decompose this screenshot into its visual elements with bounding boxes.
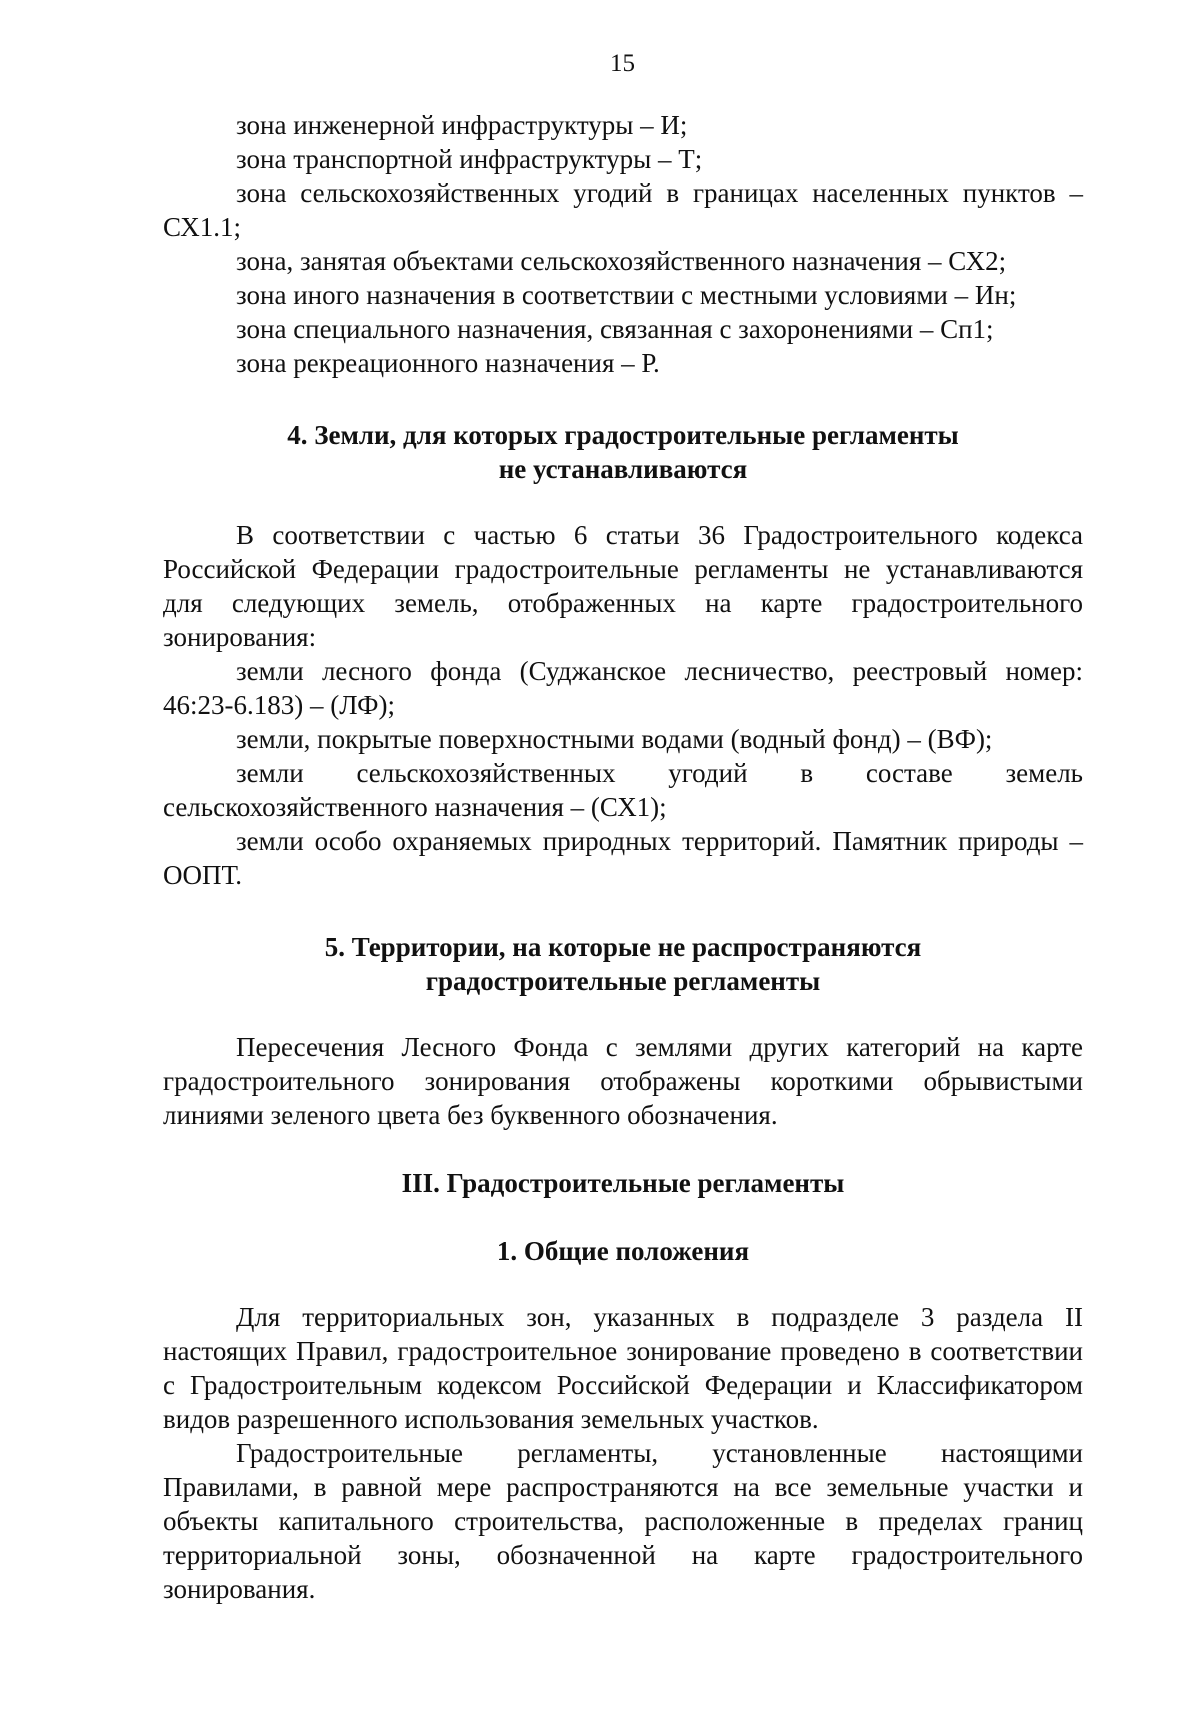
section-4-paragraph: земли сельскохозяйственных угодий в составе земель сельскохозяйственного назначения – (СХ1); xyxy=(163,758,1083,822)
section-4-paragraph: земли лесного фонда (Суджанское лесничество, реестровый номер: 46:23-6.183) – (ЛФ); xyxy=(163,656,1083,720)
section-5 xyxy=(163,930,1083,1132)
subsection-1-paragraph: Градостроительные регламенты, установленные настоящими Правилами, в равной мере распространяются на все земельные участки и объекты капитального строительства, расположенные в пределах границ территориальной зоны, обозначенной на карте градостроительного зонирования. xyxy=(163,1438,1083,1604)
section-4-body xyxy=(163,518,1083,892)
part-3-heading: III. Градостроительные регламенты xyxy=(401,1168,845,1198)
subsection-1-body xyxy=(163,1300,1083,1606)
zone-list-item: зона транспортной инфраструктуры – Т; xyxy=(236,144,703,174)
section-4-paragraph: В соответствии с частью 6 статьи 36 Градостроительного кодекса Российской Федерации градостроительные регламенты не устанавливаются для следующих земель, отображенных на карте градостроительного зонирования: xyxy=(163,520,1083,652)
section-4-paragraph: земли особо охраняемых природных территорий. Памятник природы – ООПТ. xyxy=(163,826,1083,890)
section-5-heading-line-2: градостроительные регламенты xyxy=(425,966,821,996)
zone-list-item: зона рекреационного назначения – Р. xyxy=(236,348,660,378)
section-4-paragraph: земли, покрытые поверхностными водами (водный фонд) – (ВФ); xyxy=(236,724,993,754)
section-5-heading-line-1: 5. Территории, на которые не распространяются xyxy=(324,932,922,962)
part-3 xyxy=(163,1166,1083,1200)
subsection-1-paragraph: Для территориальных зон, указанных в подразделе 3 раздела II настоящих Правил, градостроительное зонирование проведено в соответствии с Градостроительным кодексом Российской Федерации и Классификатором видов разрешенного использования земельных участков. xyxy=(163,1302,1083,1434)
zone-list-item: зона инженерной инфраструктуры – И; xyxy=(236,110,688,140)
zone-list-item: зона, занятая объектами сельскохозяйственного назначения – СХ2; xyxy=(236,246,1007,276)
subsection-1 xyxy=(163,1234,1083,1606)
page-number: 15 xyxy=(610,50,635,77)
zone-list-item: зона специального назначения, связанная с захоронениями – Сп1; xyxy=(236,314,994,344)
zone-list-item: зона сельскохозяйственных угодий в границах населенных пунктов – СХ1.1; xyxy=(163,178,1083,242)
zone-list-item: зона иного назначения в соответствии с местными условиями – Ин; xyxy=(236,280,1017,310)
section-5-body xyxy=(163,1030,1083,1132)
section-5-paragraph: Пересечения Лесного Фонда с землями других категорий на карте градостроительного зонирования отображены короткими обрывистыми линиями зеленого цвета без буквенного обозначения. xyxy=(163,1032,1083,1130)
section-4 xyxy=(163,418,1083,892)
page-content xyxy=(163,108,1083,1606)
section-4-heading-line-1: 4. Земли, для которых градостроительные регламенты xyxy=(287,420,959,450)
section-4-heading-line-2: не устанавливаются xyxy=(498,454,748,484)
zone-list xyxy=(163,108,1083,380)
subsection-1-heading: 1. Общие положения xyxy=(496,1236,750,1266)
